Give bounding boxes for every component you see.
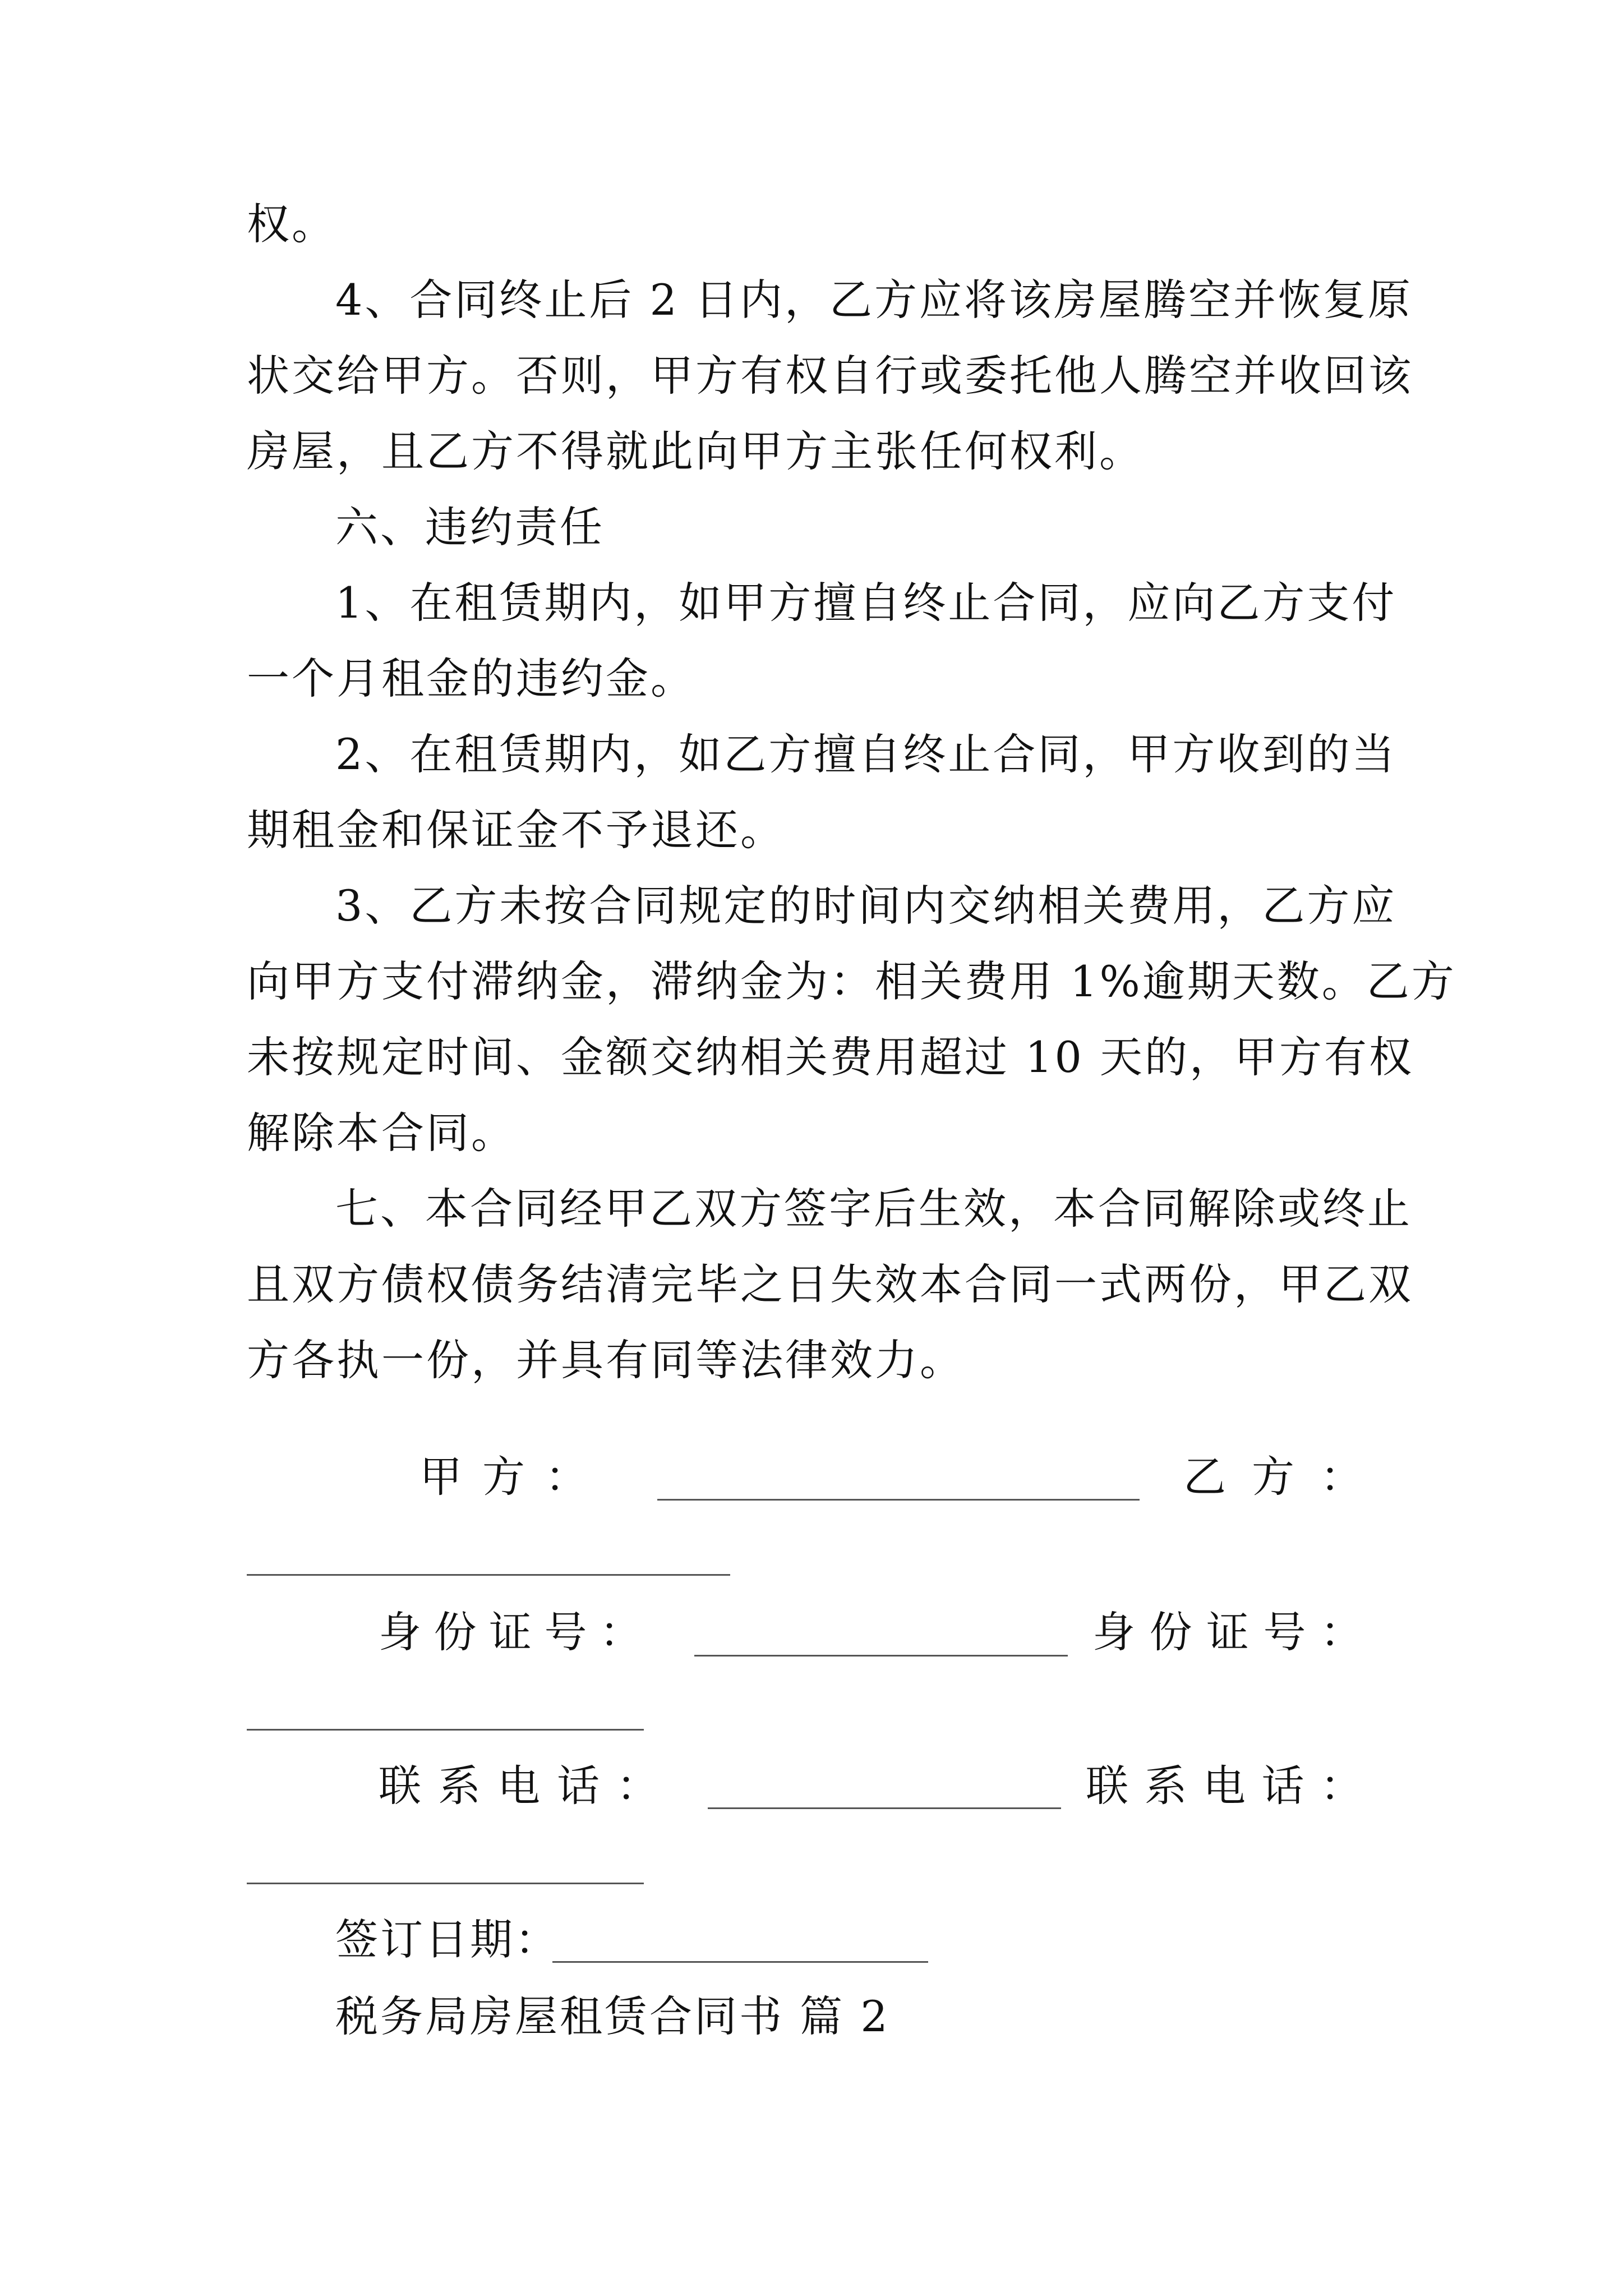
sign-date-label: 签订日期： <box>335 1915 560 1964</box>
party-a-phone-line[interactable] <box>708 1807 1061 1809</box>
party-b-id-label: 身份证号： <box>1092 1607 1363 1657</box>
next-section-title: 税务局房屋租赁合同书 篇 2 <box>335 1991 890 2041</box>
paragraph-line: 向甲方支付滞纳金，滞纳金为：相关费用 1%逾期天数。乙方 <box>247 956 1456 1006</box>
party-a-label: 甲方： <box>419 1452 588 1502</box>
sign-date-line[interactable] <box>552 1961 928 1963</box>
paragraph-line: 4、合同终止后 2 日内，乙方应将该房屋腾空并恢复原 <box>335 275 1413 325</box>
section-heading: 六、违约责任 <box>335 502 605 552</box>
paragraph-line: 权。 <box>247 199 336 249</box>
paragraph-line: 解除本合同。 <box>247 1108 516 1158</box>
paragraph-line: 七、本合同经甲乙双方签字后生效，本合同解除或终止 <box>335 1184 1412 1234</box>
party-b-signature-line[interactable] <box>247 1574 730 1576</box>
paragraph-line: 房屋，且乙方不得就此向甲方主张任何权利。 <box>247 426 1144 476</box>
paragraph-line: 状交给甲方。否则，甲方有权自行或委托他人腾空并收回该 <box>247 351 1413 401</box>
party-a-signature-line[interactable] <box>657 1499 1140 1501</box>
paragraph-line: 3、乙方未按合同规定的时间内交纳相关费用，乙方应 <box>335 881 1397 931</box>
party-a-id-label: 身份证号： <box>379 1607 642 1657</box>
paragraph-line: 未按规定时间、金额交纳相关费用超过 10 天的，甲方有权 <box>247 1032 1414 1082</box>
paragraph-line: 1、在租赁期内，如甲方擅自终止合同，应向乙方支付 <box>335 578 1397 628</box>
party-b-label: 乙方： <box>1183 1452 1363 1502</box>
paragraph-line: 期租金和保证金不予退还。 <box>247 805 785 855</box>
party-b-phone-line[interactable] <box>247 1883 644 1884</box>
party-a-phone-label: 联系电话： <box>379 1761 659 1811</box>
party-b-phone-label: 联系电话： <box>1086 1761 1363 1811</box>
party-a-id-line[interactable] <box>694 1655 1068 1657</box>
party-b-id-line[interactable] <box>247 1729 644 1731</box>
paragraph-line: 一个月租金的违约金。 <box>247 654 695 703</box>
paragraph-line: 2、在租赁期内，如乙方擅自终止合同，甲方收到的当 <box>335 729 1397 779</box>
paragraph-line: 且双方债权债务结清完毕之日失效本合同一式两份，甲乙双 <box>247 1259 1413 1309</box>
paragraph-line: 方各执一份，并具有同等法律效力。 <box>247 1335 965 1385</box>
